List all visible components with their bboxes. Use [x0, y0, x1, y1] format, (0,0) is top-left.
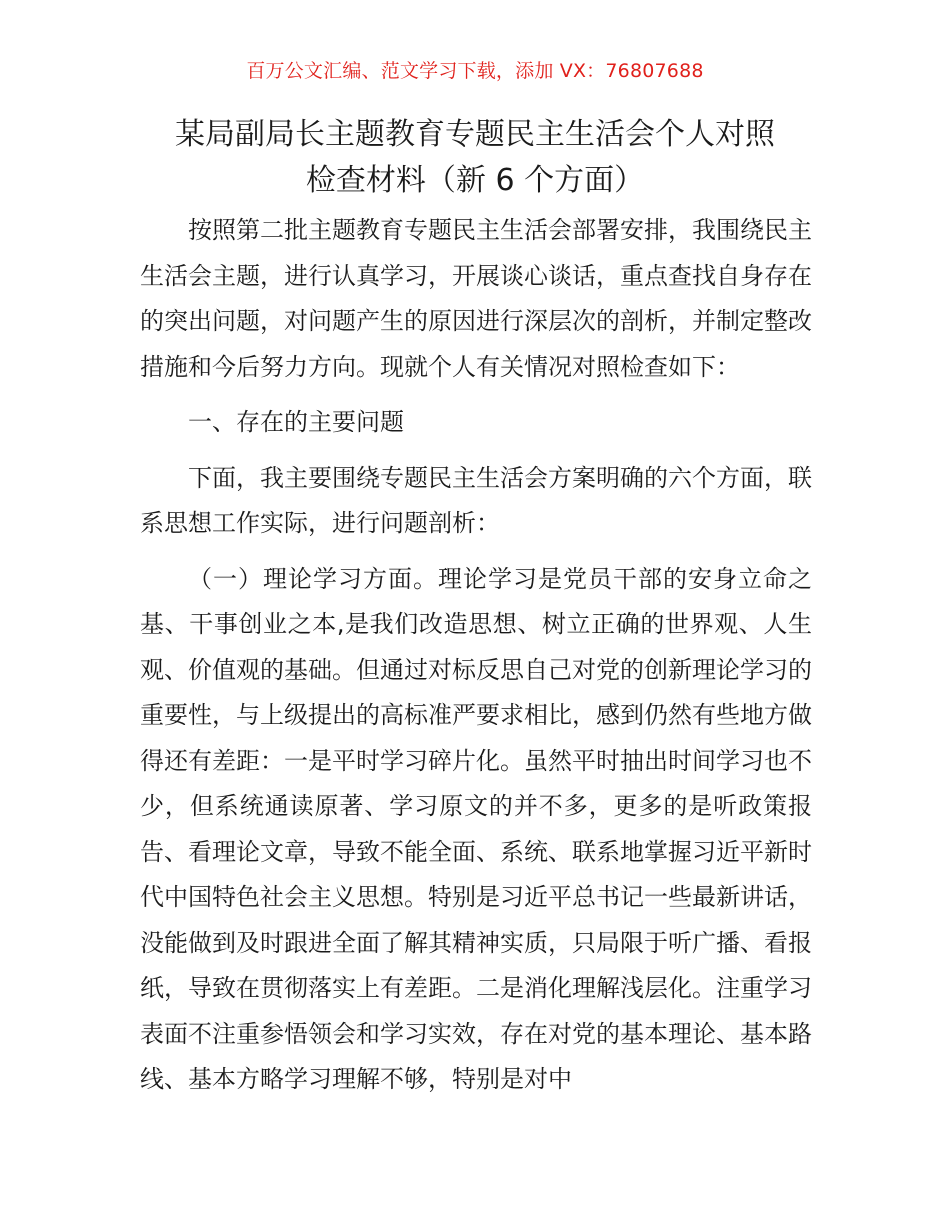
- document-body: [140, 208, 812, 1103]
- theory-study-paragraph: （一）理论学习方面。理论学习是党员干部的安身立命之基、干事创业之本,是我们改造思想、树立正确的世界观、人生观、价值观的基础。但通过对标反思自己对党的创新理论学习的重要性，与上级提出的高标准严要求相比，感到仍然有些地方做得还有差距：一是平时学习碎片化。虽然平时抽出时间学习也不少，但系统通读原著、学习原文的并不多，更多的是听政策报告、看理论文章，导致不能全面、系统、联系地掌握习近平新时代中国特色社会主义思想。特别是习近平总书记一些最新讲话，没能做到及时跟进全面了解其精神实质，只局限于听广播、看报纸，导致在贯彻落实上有差距。二是消化理解浅层化。注重学习表面不注重参悟领会和学习实效，存在对党的基本理论、基本路线、基本方略学习理解不够，特别是对中: [140, 564, 812, 1093]
- section-heading-main-problems: 一、存在的主要问题: [188, 408, 404, 436]
- document-title: [130, 112, 820, 204]
- intro-paragraph: 按照第二批主题教育专题民主生活会部署安排，我围绕民主生活会主题，进行认真学习，开展谈心谈话，重点查找自身存在的突出问题，对问题产生的原因进行深层次的剖析，并制定整改措施和今后努力方向。现就个人有关情况对照检查如下：: [140, 216, 812, 381]
- header-watermark-note: 百万公文汇编、范文学习下载，添加 VX：76807688: [246, 60, 704, 82]
- title-line-1: 某局副局长主题教育专题民主生活会个人对照: [175, 117, 775, 152]
- section-intro-paragraph: 下面，我主要围绕专题民主生活会方案明确的六个方面，联系思想工作实际，进行问题剖析：: [140, 463, 812, 537]
- title-line-2: 检查材料（新 6 个方面）: [305, 163, 645, 198]
